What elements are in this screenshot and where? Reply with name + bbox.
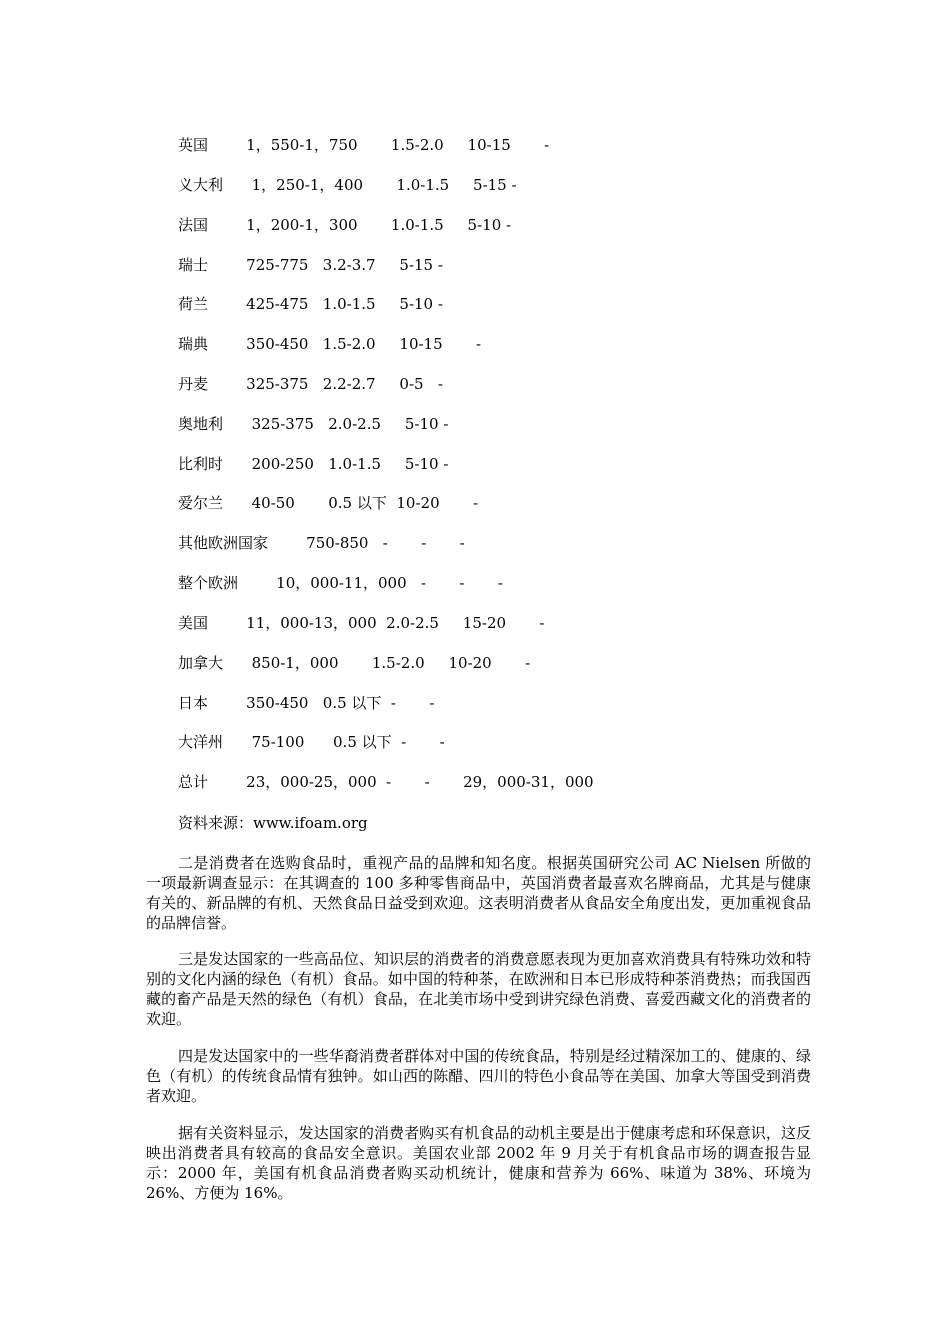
table-row: 日本 350-450 0.5 以下 - - [178,694,435,712]
table-row: 瑞典 350-450 1.5-2.0 10-15 - [178,335,482,353]
paragraph: 四是发达国家中的一些华裔消费者群体对中国的传统食品，特别是经过精深加工的、健康的、绿色（有机）的传统食品情有独钟。如山西的陈醋、四川的特色小食品等在美国、加拿大等国受到消费者欢迎。 [146,1047,811,1105]
table-row: 丹麦 325-375 2.2-2.7 0-5 - [178,375,443,393]
table-row: 整个欧洲 10，000-11，000 - - - [178,574,503,592]
table-row: 美国 11，000-13，000 2.0-2.5 15-20 - [178,614,545,632]
table-row: 奥地利 325-375 2.0-2.5 5-10 - [178,415,449,433]
table-row: 瑞士 725-775 3.2-3.7 5-15 - [178,256,443,274]
paragraph: 据有关资料显示，发达国家的消费者购买有机食品的动机主要是出于健康考虑和环保意识，这反映出消费者具有较高的食品安全意识。美国农业部 2002 年 9 月关于有机食品市场的调查报告显示：2000 年，美国有机食品消费者购买动机统计，健康和营养为 66%、味道为 38%、环境为 26%、方便为 16%。 [146,1124,811,1202]
paragraph: 三是发达国家的一些高品位、知识层的消费者的消费意愿表现为更加喜欢消费具有特殊功效和特别的文化内涵的绿色（有机）食品。如中国的特种茶，在欧洲和日本已形成特种茶消费热；而我国西藏的畜产品是天然的绿色（有机）食品，在北美市场中受到讲究绿色消费、喜爱西藏文化的消费者的欢迎。 [146,950,811,1028]
table-row: 加拿大 850-1，000 1.5-2.0 10-20 - [178,654,531,672]
paragraph: 二是消费者在选购食品时，重视产品的品牌和知名度。根据英国研究公司 AC Nielsen 所做的一项最新调查显示：在其调查的 100 多种零售商品中，英国消费者最喜欢名牌商品，尤其是与健康有关的、新品牌的有机、天然食品日益受到欢迎。这表明消费者从食品安全角度出发，更加重视食品的品牌信誉。 [146,854,811,932]
table-row: 荷兰 425-475 1.0-1.5 5-10 - [178,295,443,313]
table-row: 其他欧洲国家 750-850 - - - [178,534,465,552]
table-row: 英国 1，550-1，750 1.5-2.0 10-15 - [178,136,550,154]
table-row: 法国 1，200-1，300 1.0-1.5 5-10 - [178,216,512,234]
source-note: 资料来源：www.ifoam.org [178,814,368,832]
table-row: 总计 23，000-25，000 - - 29，000-31，000 [178,773,594,791]
table-row: 爱尔兰 40-50 0.5 以下 10-20 - [178,494,479,512]
table-row: 义大利 1，250-1，400 1.0-1.5 5-15 - [178,176,517,194]
table-row: 比利时 200-250 1.0-1.5 5-10 - [178,455,449,473]
table-row: 大洋州 75-100 0.5 以下 - - [178,733,445,751]
